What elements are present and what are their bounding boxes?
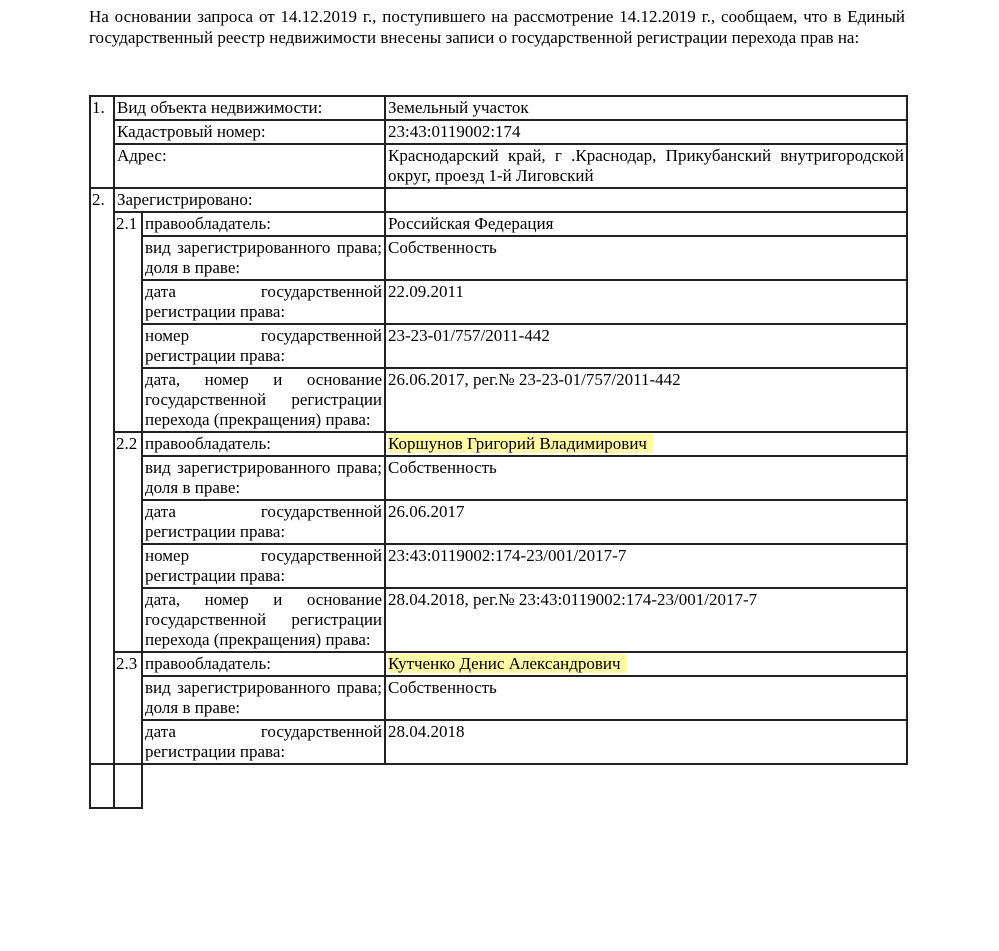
owner-number: 2.2	[114, 432, 142, 652]
table-row	[90, 236, 907, 280]
table-row	[90, 280, 907, 324]
date-value: 28.04.2018	[385, 720, 907, 764]
cadastral-label: Кадастровый номер:	[114, 120, 385, 144]
section-number: 2.	[90, 188, 114, 764]
table-row	[90, 764, 907, 808]
table-row	[90, 720, 907, 764]
cadastral-value: 23:43:0119002:174	[385, 120, 907, 144]
owner-number: 2.3	[114, 652, 142, 764]
holder-value	[385, 652, 907, 676]
address-value: Краснодарский край, г .Краснодар, Прикубанский внутригородской округ, проезд 1-й Лиговский	[385, 144, 907, 188]
right-label: вид зарегистрированного права; доля в праве:	[142, 676, 385, 720]
registered-label: Зарегистрировано:	[114, 188, 385, 212]
cut-off-cell	[114, 764, 142, 808]
number-label: номер государственной регистрации права:	[142, 544, 385, 588]
table-row	[90, 500, 907, 544]
object-type-label: Вид объекта недвижимости:	[114, 96, 385, 120]
table-row	[90, 456, 907, 500]
holder-value	[385, 432, 907, 456]
table-row	[90, 324, 907, 368]
cut-off-cell	[90, 764, 114, 808]
table-row	[90, 588, 907, 652]
date-label: дата государственной регистрации права:	[142, 280, 385, 324]
table-row	[90, 676, 907, 720]
date-label: дата государственной регистрации права:	[142, 500, 385, 544]
registry-table	[89, 95, 908, 809]
owner-number: 2.1	[114, 212, 142, 432]
object-type-value: Земельный участок	[385, 96, 907, 120]
table-row	[90, 188, 907, 212]
holder-label: правообладатель:	[142, 652, 385, 676]
number-value: 23-23-01/757/2011-442	[385, 324, 907, 368]
number-value: 23:43:0119002:174-23/001/2017-7	[385, 544, 907, 588]
table-row	[90, 212, 907, 236]
right-value: Собственность	[385, 456, 907, 500]
table-row	[90, 432, 907, 456]
highlighted-name: Кутченко Денис Александрович	[388, 654, 627, 673]
right-value: Собственность	[385, 676, 907, 720]
table-row	[90, 144, 907, 188]
intro-paragraph: На основании запроса от 14.12.2019 г., поступившего на рассмотрение 14.12.2019 г., сообщаем, что в Единый государственный реестр недвижимости внесены записи о государственной регистрации перехода прав на:	[89, 7, 905, 47]
transfer-value: 28.04.2018, рег.№ 23:43:0119002:174-23/001/2017-7	[385, 588, 907, 652]
date-value: 22.09.2011	[385, 280, 907, 324]
date-value: 26.06.2017	[385, 500, 907, 544]
holder-label: правообладатель:	[142, 432, 385, 456]
highlighted-name: Коршунов Григорий Владимирович	[388, 434, 653, 453]
right-label: вид зарегистрированного права; доля в праве:	[142, 456, 385, 500]
registered-value	[385, 188, 907, 212]
table-row	[90, 120, 907, 144]
address-label: Адрес:	[114, 144, 385, 188]
date-label: дата государственной регистрации права:	[142, 720, 385, 764]
transfer-value: 26.06.2017, рег.№ 23-23-01/757/2011-442	[385, 368, 907, 432]
number-label: номер государственной регистрации права:	[142, 324, 385, 368]
right-value: Собственность	[385, 236, 907, 280]
table-row	[90, 544, 907, 588]
transfer-label: дата, номер и основание государственной регистрации перехода (прекращения) права:	[142, 588, 385, 652]
right-label: вид зарегистрированного права; доля в праве:	[142, 236, 385, 280]
transfer-label: дата, номер и основание государственной регистрации перехода (прекращения) права:	[142, 368, 385, 432]
holder-label: правообладатель:	[142, 212, 385, 236]
section-number: 1.	[90, 96, 114, 188]
holder-value: Российская Федерация	[385, 212, 907, 236]
table-row	[90, 96, 907, 120]
table-row	[90, 652, 907, 676]
table-row	[90, 368, 907, 432]
